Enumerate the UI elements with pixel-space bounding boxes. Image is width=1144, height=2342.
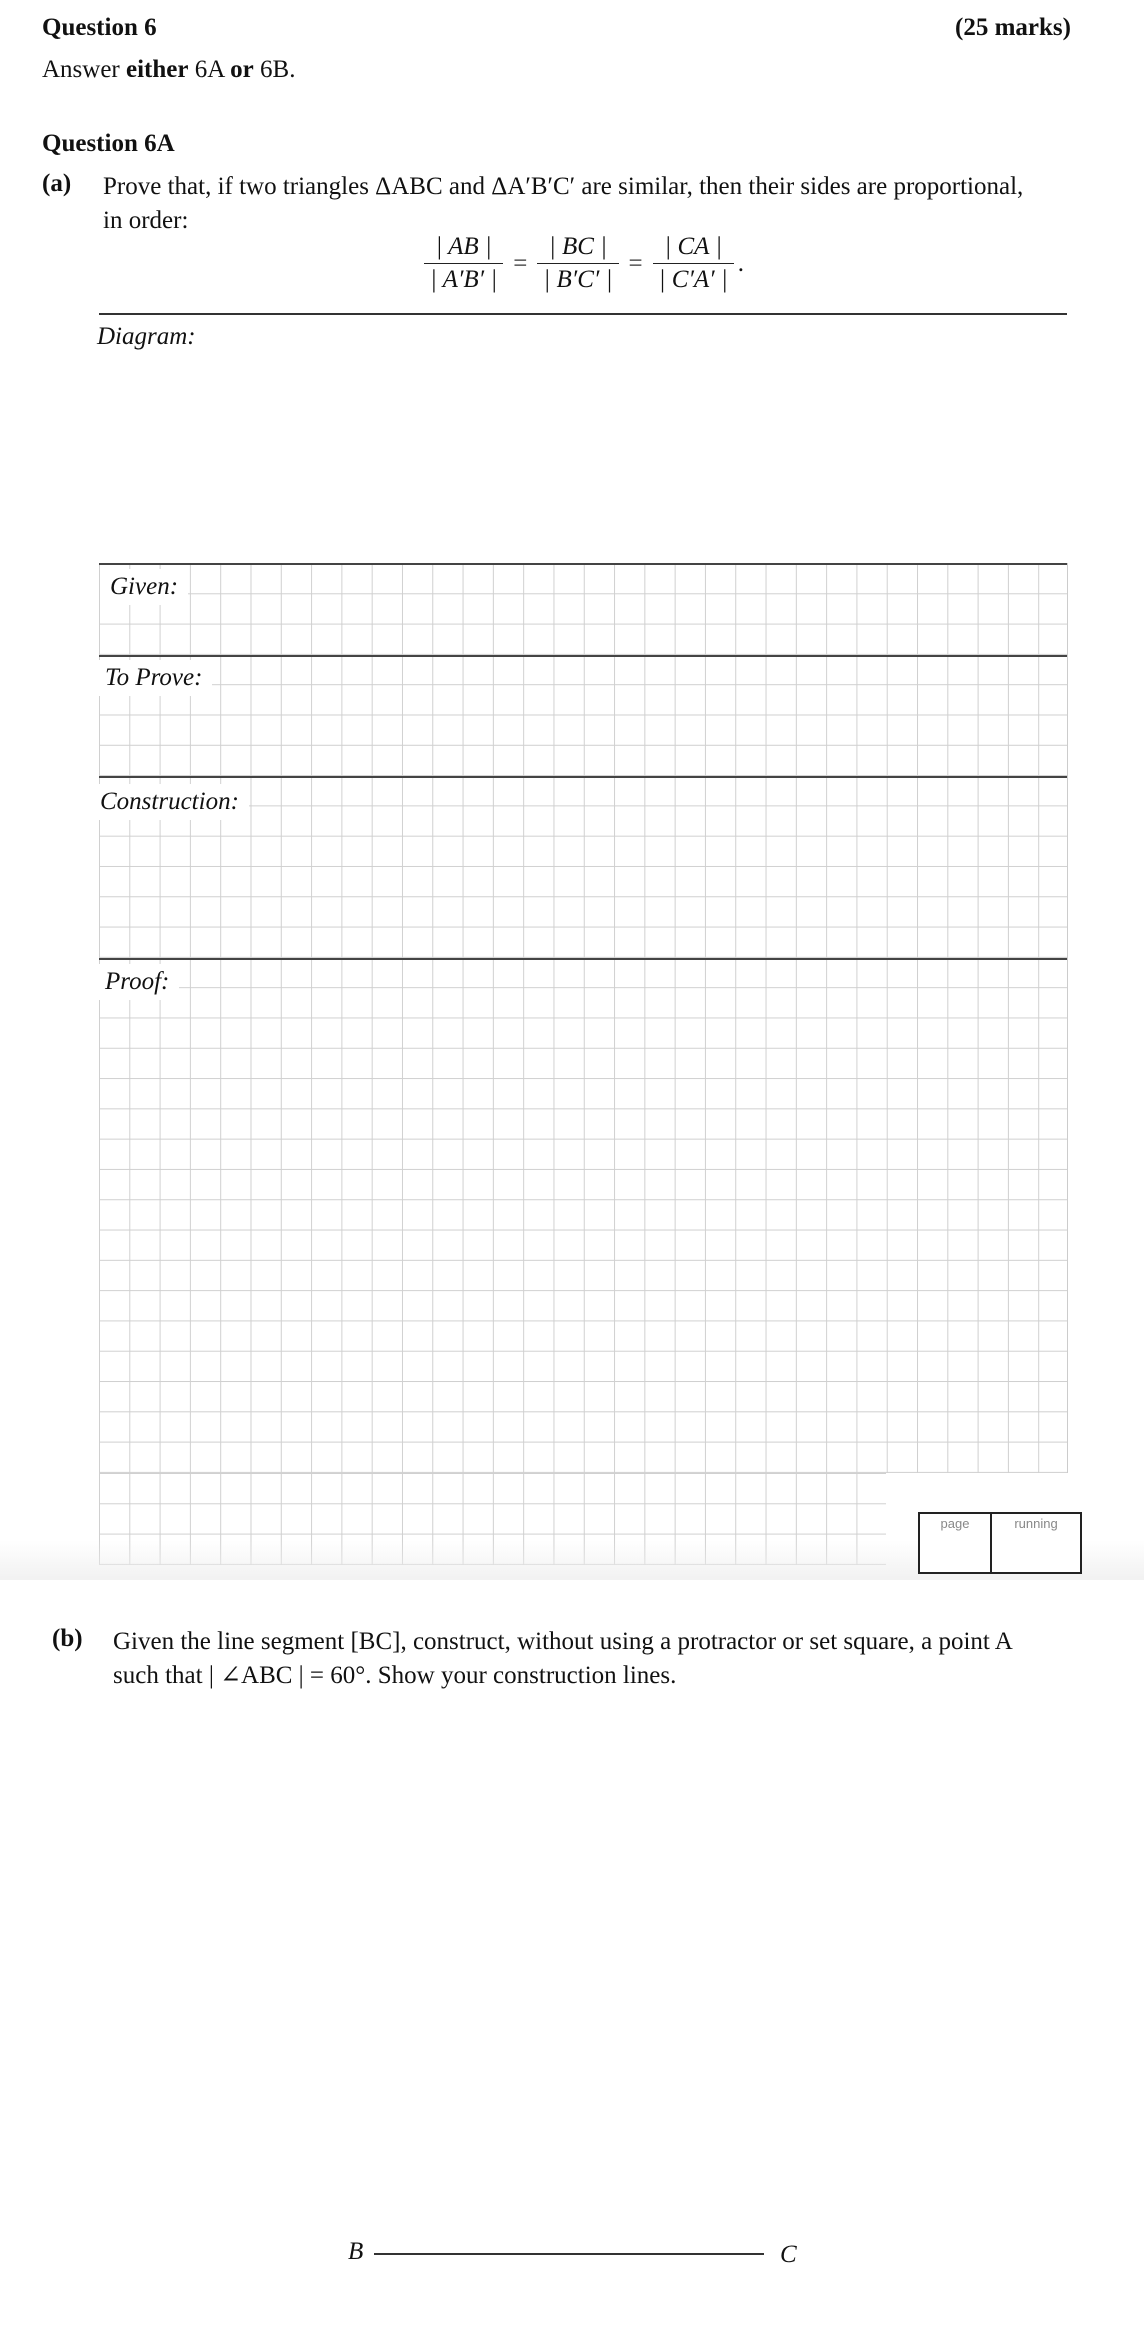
fraction-bc xyxy=(537,233,618,294)
point-c-label: C xyxy=(780,2241,797,2268)
fraction-ca-numerator: | CA | xyxy=(664,233,723,260)
line-segment-bc xyxy=(374,2253,764,2255)
fraction-bc-denominator: | B′C′ | xyxy=(537,263,618,294)
part-b-text-line2: such that | ∠ABC | = 60°. Show your construction lines. xyxy=(113,1662,677,1689)
equals-sign: = xyxy=(513,249,528,277)
fraction-bc-numerator: | BC | xyxy=(548,233,608,260)
question-6a-title: Question 6A xyxy=(42,130,175,157)
fraction-ca xyxy=(653,233,734,294)
running-count-box[interactable] xyxy=(990,1512,1082,1574)
section-divider-to-prove xyxy=(99,655,1067,657)
page-count-label: page xyxy=(940,1516,970,1531)
diagram-top-rule xyxy=(99,313,1067,315)
diagram-label: Diagram: xyxy=(97,323,196,350)
part-a-text xyxy=(103,170,1083,238)
fraction-ab-numerator: | AB | xyxy=(435,233,492,260)
fraction-ca-denominator: | C′A′ | xyxy=(653,263,734,294)
answer-grid[interactable] xyxy=(99,563,1068,1473)
proof-label: Proof: xyxy=(95,964,179,1000)
point-b-label: B xyxy=(348,2238,364,2265)
equation-end: . xyxy=(737,249,745,277)
page-count-box[interactable] xyxy=(918,1512,992,1574)
part-b-text xyxy=(113,1625,1093,1693)
to-prove-label: To Prove: xyxy=(95,660,212,696)
construction-label: Construction: xyxy=(90,784,249,820)
part-a-label: (a) xyxy=(42,170,72,197)
proportion-equation xyxy=(420,233,744,294)
marks-label: (25 marks) xyxy=(955,14,1071,41)
question-title: Question 6 xyxy=(42,14,157,41)
section-divider-top xyxy=(99,563,1067,565)
instruction-mid2: 6B. xyxy=(253,56,296,83)
given-label: Given: xyxy=(100,569,188,605)
instruction-prefix: Answer xyxy=(42,56,127,83)
instruction-text xyxy=(42,56,295,84)
instruction-mid1: 6A xyxy=(188,56,231,83)
equals-sign: = xyxy=(628,249,643,277)
section-divider-proof xyxy=(99,958,1067,960)
part-a-text-line2: in order: xyxy=(103,207,189,234)
section-divider-construction xyxy=(99,776,1067,778)
instruction-either: either xyxy=(126,56,189,83)
part-b-label: (b) xyxy=(52,1625,83,1652)
part-a-text-line1: Prove that, if two triangles ΔABC and ΔA′B′C′ are similar, then their sides are proportional, xyxy=(103,173,1024,200)
part-b-text-line1: Given the line segment [BC], construct, without using a protractor or set square, a point A xyxy=(113,1628,1013,1655)
fraction-ab xyxy=(424,233,503,294)
instruction-or: or xyxy=(230,56,254,83)
running-count-label: running xyxy=(1014,1516,1058,1531)
fraction-ab-denominator: | A′B′ | xyxy=(424,263,503,294)
